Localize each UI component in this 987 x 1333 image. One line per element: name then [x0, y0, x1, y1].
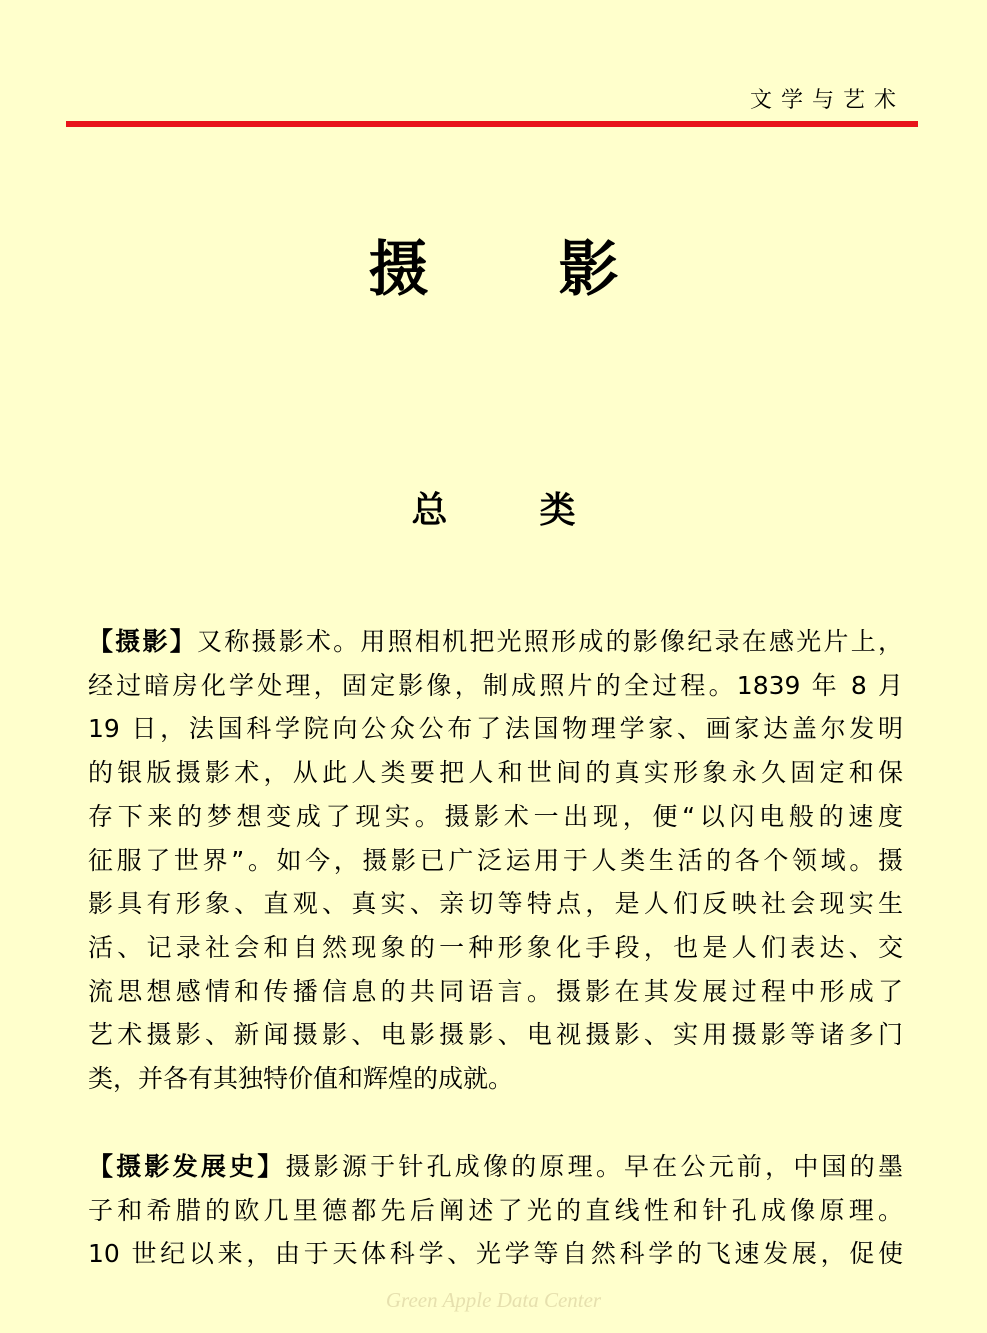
entry-line: 的银版摄影术，从此人类要把人和世间的真实形象永久固定和保 [88, 758, 903, 788]
entry-heading: 【摄影】 [88, 627, 197, 656]
entry-line: 19 日，法国科学院向公众公布了法国物理学家、画家达盖尔发明 [88, 714, 903, 744]
entry-line: 经过暗房化学处理，固定影像，制成照片的全过程。1839 年 8 月 [88, 670, 903, 700]
entry-line: 流思想感情和传播信息的共同语言。摄影在其发展过程中形成了 [88, 976, 903, 1006]
entry-line [88, 1145, 903, 1189]
entry-photography-history [88, 1145, 903, 1276]
entry-line: 10 世纪以来，由于天体科学、光学等自然科学的飞速发展，促使 [88, 1239, 903, 1269]
entry-line-text: 摄影源于针孔成像的原理。早在公元前，中国的墨 [285, 1152, 903, 1181]
entry-line [88, 620, 903, 664]
entry-line: 存下来的梦想变成了现实。摄影术一出现，便“以闪电般的速度 [88, 801, 903, 831]
section-title: 总类 [411, 490, 668, 531]
category-header: 文学与艺术 [749, 88, 905, 113]
entry-photography [88, 620, 903, 1101]
watermark: Green Apple Data Center [385, 1288, 602, 1312]
chapter-title: 摄影 [368, 235, 749, 305]
entry-line: 征服了世界”。如今，摄影已广泛运用于人类生活的各个领域。摄 [88, 845, 903, 875]
entry-line: 影具有形象、直观、真实、亲切等特点，是人们反映社会现实生 [88, 889, 903, 919]
entry-line: 类，并各有其独特价值和辉煌的成就。 [88, 1064, 514, 1094]
header-divider [66, 121, 918, 127]
entry-line: 子和希腊的欧几里德都先后阐述了光的直线性和针孔成像原理。 [88, 1195, 903, 1225]
entry-line: 艺术摄影、新闻摄影、电影摄影、电视摄影、实用摄影等诸多门 [88, 1020, 903, 1050]
entry-line-text: 又称摄影术。用照相机把光照形成的影像纪录在感光片上， [196, 627, 903, 656]
entry-line: 活、记录社会和自然现象的一种形象化手段，也是人们表达、交 [88, 932, 903, 962]
entry-heading: 【摄影发展史】 [88, 1152, 286, 1181]
